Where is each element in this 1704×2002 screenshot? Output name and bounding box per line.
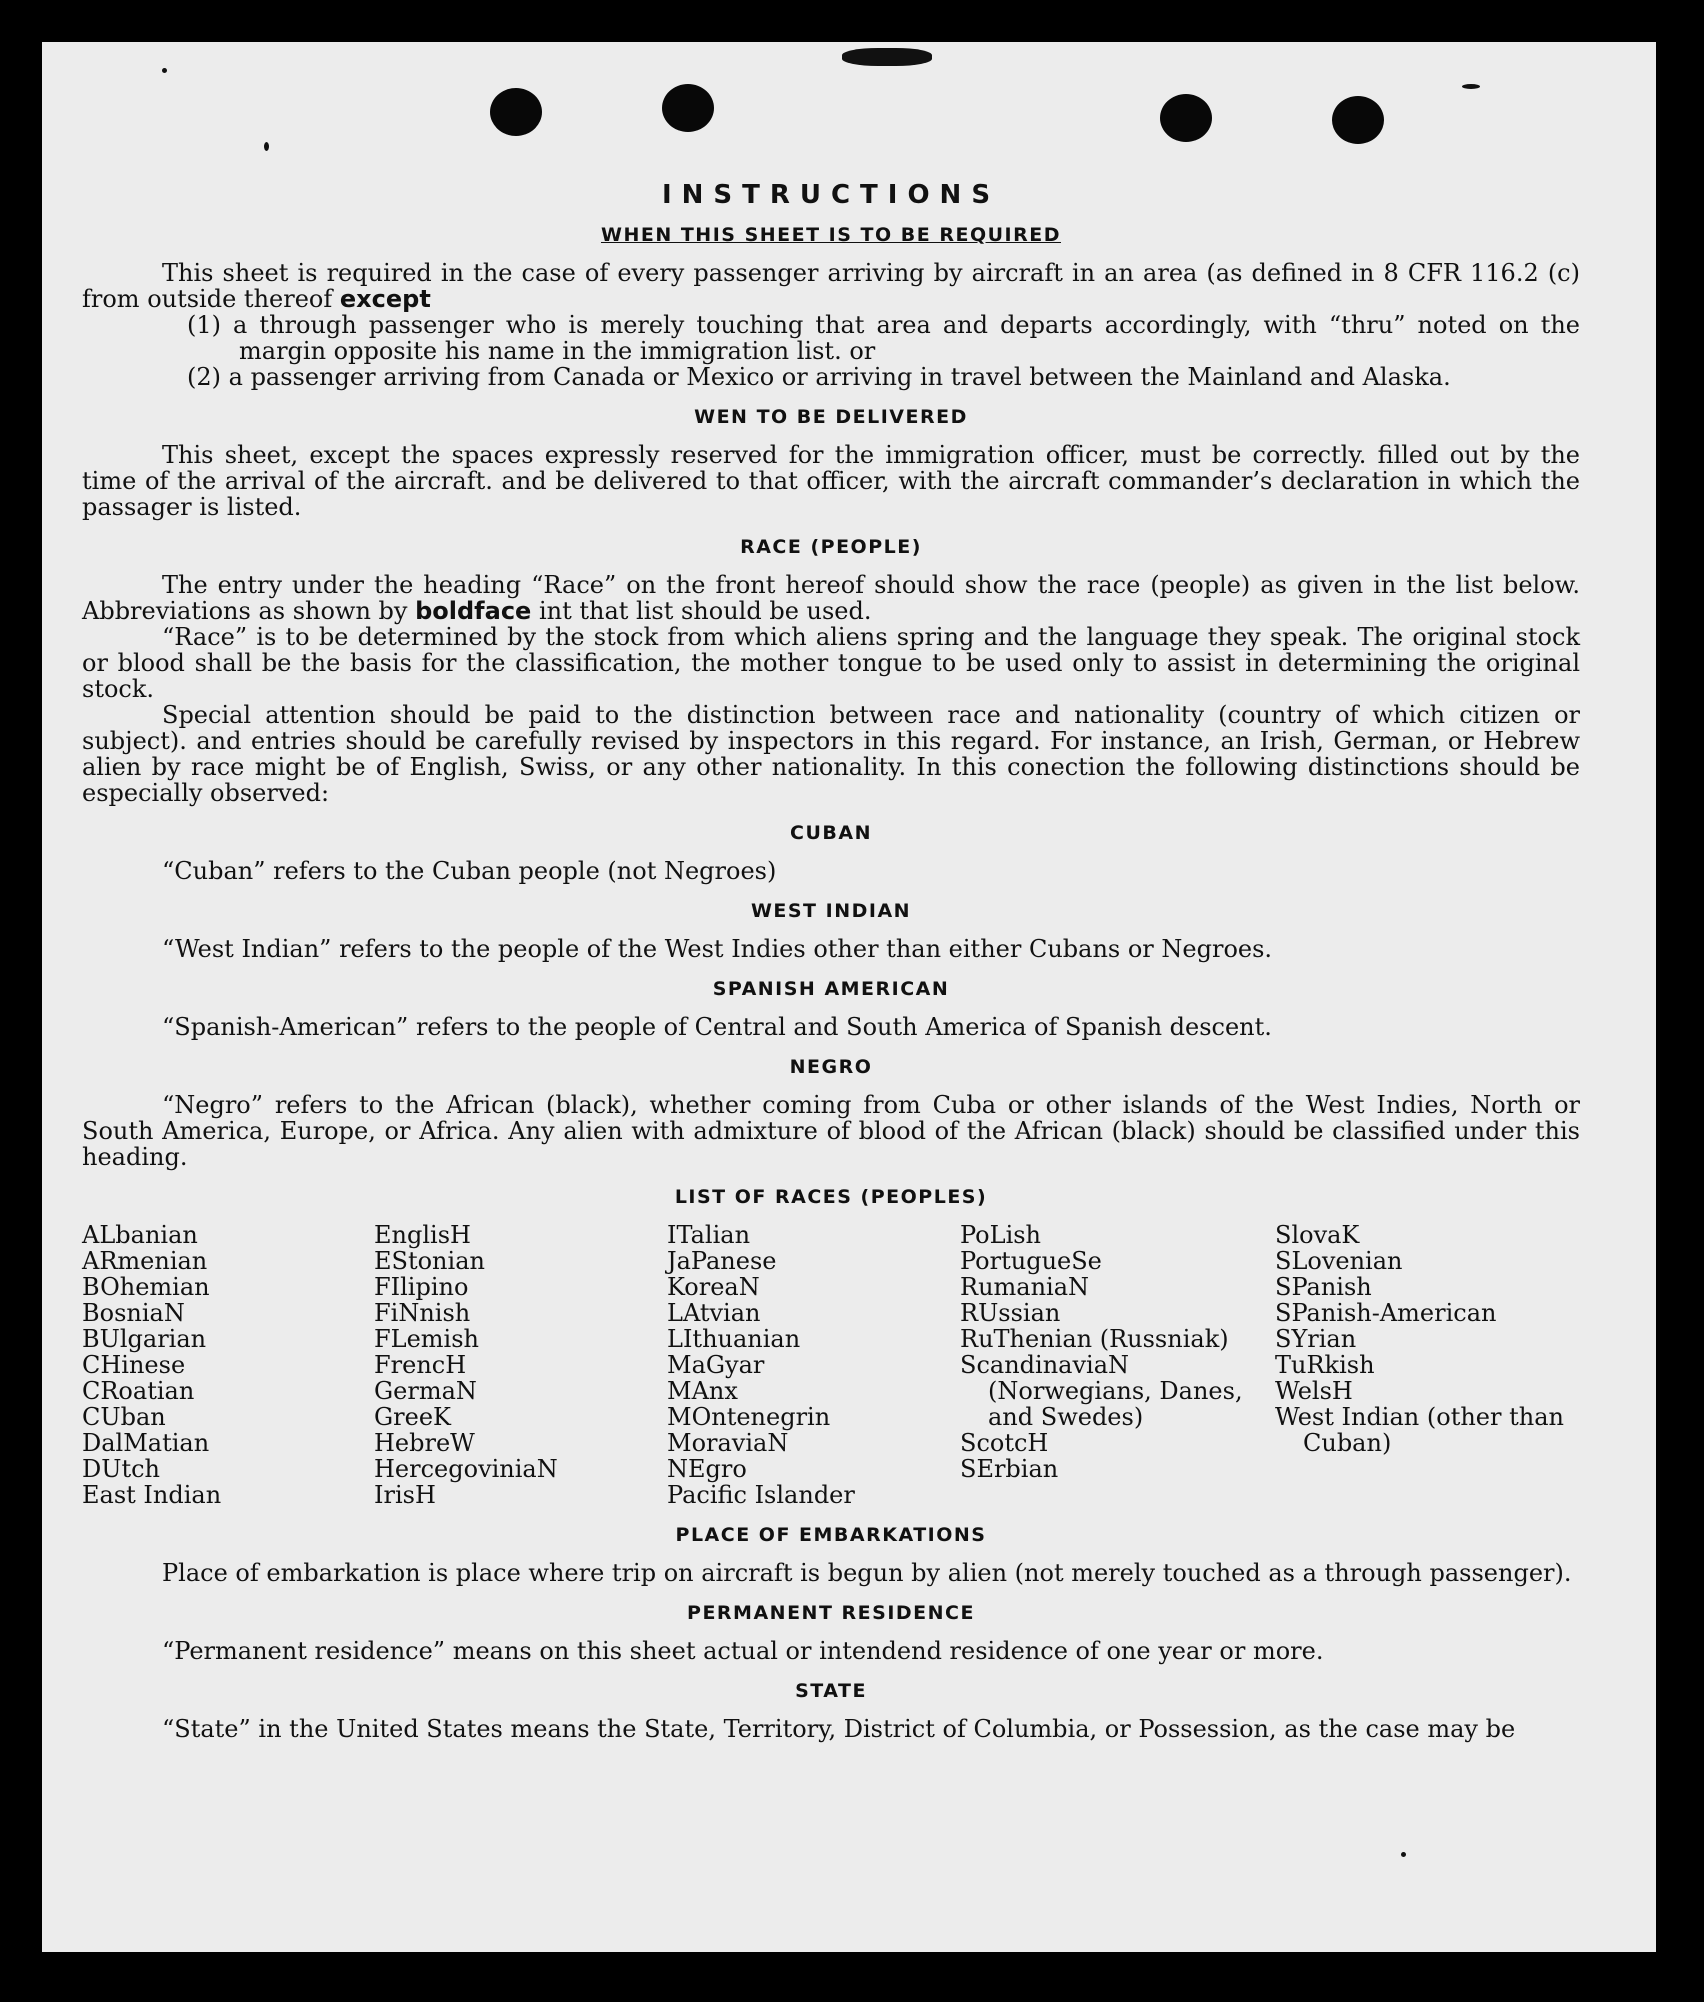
race-item: West Indian (other than Cuban) [1275, 1403, 1564, 1457]
race-item: BosniaN [82, 1299, 185, 1327]
races-column-4 [960, 1222, 1275, 1508]
race-item: RUssian [960, 1299, 1061, 1327]
speck [1401, 1852, 1406, 1857]
section-heading-cuban: CUBAN [790, 822, 872, 844]
races-column-2 [374, 1222, 667, 1508]
race-paragraph-2: “Race” is to be determined by the stock from which aliens spring and the language they speak. The original stock or blood shall be the basis for the classification, the mother tongue to be used only to assist in determining the original stock. [82, 623, 1580, 703]
race-item: MaGyar [667, 1351, 765, 1379]
race-item: HercegoviniaN [374, 1455, 558, 1483]
race-item: JaPanese [667, 1247, 777, 1275]
section-heading-race: RACE (PEOPLE) [740, 536, 922, 558]
punch-hole [490, 88, 542, 136]
race-item: SLovenian [1275, 1247, 1403, 1275]
race-item: SErbian [960, 1455, 1059, 1483]
spanish-american-text: “Spanish-American” refers to the people of Central and South America of Spanish descent. [162, 1013, 1272, 1041]
race-item: ScandinaviaN (Norwegians, Danes, and Swedes) [960, 1351, 1243, 1431]
race-item: FLemish [374, 1325, 479, 1353]
race-item: CHinese [82, 1351, 186, 1379]
race-paragraph-1: The entry under the heading “Race” on the front hereof should show the race (people) as given in the list below. Abbreviations as shown by boldface int that list should be used. [82, 571, 1580, 625]
race-item: NEgro [667, 1455, 747, 1483]
race-item: LIthuanian [667, 1325, 801, 1353]
race-item: ALbanian [82, 1221, 198, 1249]
race-item: DalMatian [82, 1429, 210, 1457]
section-heading-permanent-residence: PERMANENT RESIDENCE [687, 1602, 975, 1624]
exception-1: (1) a through passenger who is merely touching that area and departs accordingly, with “thru” noted on the margin opposite his name in the immigration list. or [187, 311, 1580, 365]
page-title: INSTRUCTIONS [661, 180, 1001, 210]
race-item: PoLish [960, 1221, 1042, 1249]
race-item: HebreW [374, 1429, 475, 1457]
race-item: ARmenian [82, 1247, 208, 1275]
section-heading-west-indian: WEST INDIAN [750, 900, 912, 922]
race-item: MOntenegrin [667, 1403, 831, 1431]
races-column-5 [1275, 1222, 1580, 1508]
section-heading-embarkation: PLACE OF EMBARKATIONS [675, 1524, 987, 1546]
race-item: SPanish [1275, 1273, 1372, 1301]
race-item: ScotcH [960, 1429, 1049, 1457]
section-heading-list-of-races: LIST OF RACES (PEOPLES) [674, 1186, 988, 1208]
race-item: MAnx [667, 1377, 738, 1405]
except-bold: except [339, 285, 431, 313]
race-item: SYrian [1275, 1325, 1357, 1353]
race-item: PortugueSe [960, 1247, 1102, 1275]
race-item: East Indian [82, 1481, 222, 1509]
race-item: BOhemian [82, 1273, 210, 1301]
cuban-text: “Cuban” refers to the Cuban people (not Negroes) [162, 857, 777, 885]
race-item: CUban [82, 1403, 166, 1431]
punch-hole [662, 84, 714, 132]
race-item: Pacific Islander [667, 1481, 855, 1509]
race-item: RuThenian (Russniak) [960, 1325, 1229, 1353]
speck [842, 48, 932, 66]
races-list [82, 1222, 1580, 1508]
race-item: EnglisH [374, 1221, 471, 1249]
permanent-residence-text: “Permanent residence” means on this sheet actual or intendend residence of one year or more. [162, 1637, 1324, 1665]
document-sheet [42, 42, 1656, 1952]
speck [264, 142, 269, 151]
punch-hole [1332, 96, 1384, 144]
section-heading-negro: NEGRO [789, 1056, 873, 1078]
embarkation-text: Place of embarkation is place where trip on aircraft is begun by alien (not merely touched as a through passenger). [162, 1559, 1572, 1587]
races-column-1 [82, 1222, 374, 1508]
west-indian-text: “West Indian” refers to the people of the West Indies other than either Cubans or Negroes. [162, 935, 1273, 963]
race-item: LAtvian [667, 1299, 761, 1327]
state-text: “State” in the United States means the State, Territory, District of Columbia, or Possession, as the case may be [162, 1715, 1516, 1743]
negro-text: “Negro” refers to the African (black), whether coming from Cuba or other islands of the West Indies, North or South America, Europe, or Africa. Any alien with admixture of blood of the African (black) should be classified under this heading. [82, 1091, 1580, 1171]
race-paragraph-3: Special attention should be paid to the distinction between race and nationality (country of which citizen or subject). and entries should be carefully revised by inspectors in this regard. For instance, an Irish, German, or Hebrew alien by race might be of English, Swiss, or any other nationality. In this conection the following distinctions should be especially observed: [82, 701, 1580, 807]
when-required-intro: This sheet is required in the case of every passenger arriving by aircraft in an area (as defined in 8 CFR 116.2 (c) from outside thereof except [82, 259, 1580, 313]
race-item: EStonian [374, 1247, 485, 1275]
boldface-word: boldface [415, 597, 532, 625]
speck [1462, 84, 1480, 89]
race-item: WelsH [1275, 1377, 1353, 1405]
race-item: CRoatian [82, 1377, 195, 1405]
race-item: KoreaN [667, 1273, 760, 1301]
race-item: MoraviaN [667, 1429, 789, 1457]
content [82, 182, 1580, 1742]
race-item: BUlgarian [82, 1325, 207, 1353]
race-item: DUtch [82, 1455, 161, 1483]
race-item: FiNnish [374, 1299, 471, 1327]
race-item: FrencH [374, 1351, 467, 1379]
section-heading-spanish-american: SPANISH AMERICAN [712, 978, 950, 1000]
race-item: ITalian [667, 1221, 751, 1249]
speck [162, 68, 167, 73]
race-item: IrisH [374, 1481, 436, 1509]
race-item: SlovaK [1275, 1221, 1360, 1249]
race-item: RumaniaN [960, 1273, 1090, 1301]
punch-hole [1160, 94, 1212, 142]
race-item: GreeK [374, 1403, 451, 1431]
section-heading-when-delivered: WEN TO BE DELIVERED [694, 406, 968, 428]
race-item: FIlipino [374, 1273, 469, 1301]
race-item: SPanish-American [1275, 1299, 1497, 1327]
race-item: GermaN [374, 1377, 477, 1405]
races-column-3 [667, 1222, 960, 1508]
section-heading-state: STATE [795, 1680, 867, 1702]
race-item: TuRkish [1275, 1351, 1375, 1379]
exception-2: (2) a passenger arriving from Canada or Mexico or arriving in travel between the Mainland and Alaska. [187, 363, 1451, 391]
section-heading-when-required: WHEN THIS SHEET IS TO BE REQUIRED [600, 224, 1061, 246]
when-delivered-text: This sheet, except the spaces expressly reserved for the immigration officer, must be correctly. filled out by the time of the arrival of the aircraft. and be delivered to that officer, with the aircraft commander’s declaration in which the passager is listed. [82, 441, 1580, 521]
